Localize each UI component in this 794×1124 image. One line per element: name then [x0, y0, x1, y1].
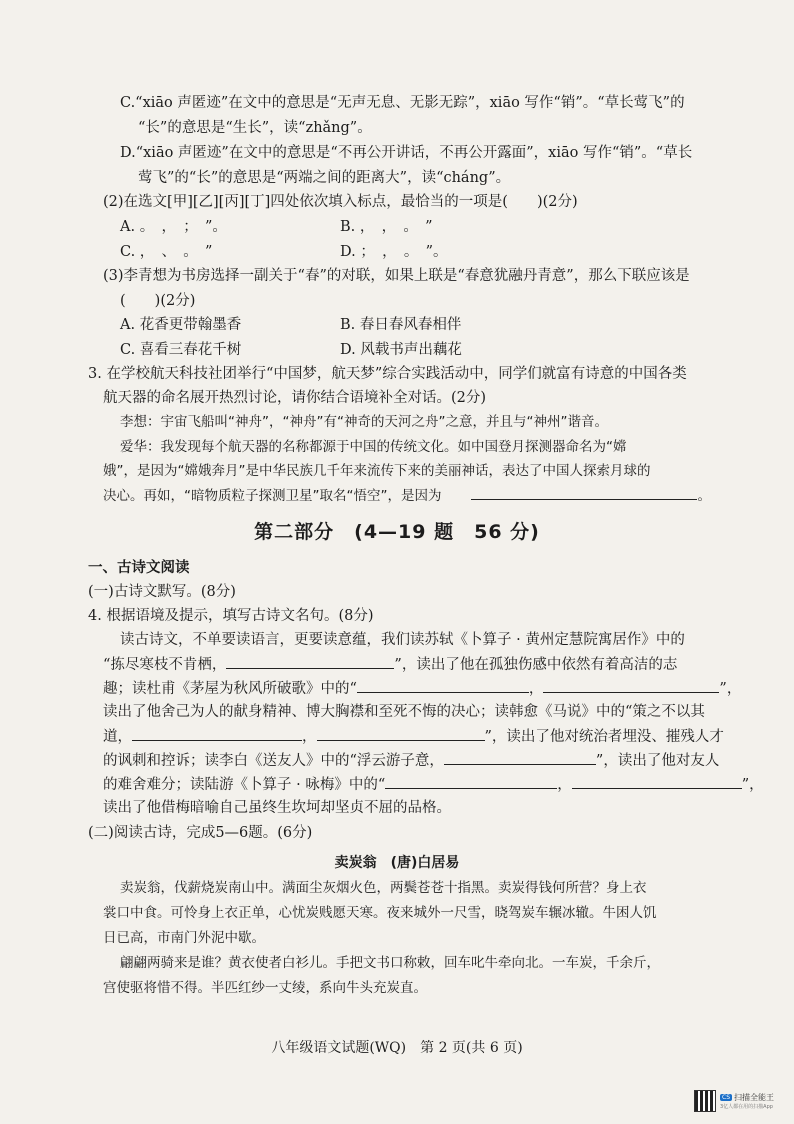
q4-blank-4[interactable]: [132, 726, 302, 741]
q4-text-f: 道，: [103, 729, 132, 745]
scanner-watermark: [694, 1090, 784, 1112]
q3-end-period: 。: [697, 488, 711, 504]
q2-2-option-b: B. ， ， 。 ”: [340, 219, 433, 235]
page-footer: 八年级语文试题(WQ) 第 2 页(共 6 页): [271, 1040, 523, 1056]
q4-text-m: ”，: [741, 777, 764, 793]
q2-3-option-d: D. 风载书声出藕花: [340, 342, 462, 358]
q4-para-line7: [103, 774, 764, 795]
q2-2-option-a: A. 。 ， ； ”。: [120, 219, 227, 235]
q4-para-line3: [103, 678, 741, 699]
q4-text-e: ”，: [719, 681, 742, 697]
q3-stem-line1: 3. 在学校航天科技社团举行“中国梦，航天梦”综合实践活动中，同学们就富有诗意的中国各类: [88, 366, 687, 382]
part2-title: 第二部分 (4—19 题 56 分): [254, 521, 540, 543]
q3-stem-line2: 航天器的命名展开热烈讨论，请你结合语境补全对话。(2分): [103, 390, 487, 406]
scanner-brand: 扫描全能王: [734, 1093, 774, 1102]
option-c-line2: “长”的意思是“生长”，读“zhǎng”。: [138, 120, 372, 136]
q4-text-c: 趣；读杜甫《茅屋为秋风所破歌》中的“: [103, 681, 357, 697]
q4-para-line1: 读古诗文，不单要读语言，更要读意蕴，我们读苏轼《卜算子 · 黄州定慧院寓居作》中的: [120, 632, 685, 648]
q4-blank-6[interactable]: [444, 750, 596, 765]
option-d-line2: 莺飞”的“长”的意思是“两端之间的距离大”，读“cháng”。: [138, 170, 511, 186]
q3-dialogue-aihua-1: 爱华：我发现每个航天器的名称都源于中国的传统文化。如中国登月探测器命名为“嫦: [120, 439, 627, 455]
q4-para-line8: 读出了他借梅暗喻自己虽终生坎坷却坚贞不屈的品格。: [103, 800, 451, 816]
q4-stem: 4. 根据语境及提示，填写古诗文名句。(8分): [88, 608, 374, 624]
poem-title: 卖炭翁 (唐)白居易: [334, 855, 460, 871]
poem-line2: 裳口中食。可怜身上衣正单，心忧炭贱愿天寒。夜来城外一尺雪，晓驾炭车辗冰辙。牛困人饥: [103, 905, 657, 921]
q2-3-stem: (3)李青想为书房选择一副关于“春”的对联，如果上联是“春意犹融丹青意”，那么下联应该是: [103, 268, 690, 284]
q3-dialogue-text: 决心。再如，“暗物质粒子探测卫星”取名“悟空”，是因为: [103, 488, 442, 504]
q4-para-line5: [103, 726, 724, 747]
q4-blank-1[interactable]: [226, 654, 394, 669]
q2-3-option-c: C. 喜看三春花千树: [120, 342, 242, 358]
q2-2-stem: (2)在选文[甲][乙][丙][丁]四处依次填入标点，最恰当的一项是( )(2分): [103, 194, 578, 210]
q2-3-answer-paren: ( )(2分): [120, 293, 196, 309]
q2-2-option-d: D. ； ， 。 ”。: [340, 244, 448, 260]
poem-line3: 日已高，市南门外泥中歇。: [103, 930, 265, 946]
qr-code-icon: [694, 1090, 716, 1112]
q2-3-option-a: A. 花香更带翰墨香: [120, 317, 242, 333]
q2-2-option-c: C. ， 、 。 ”: [120, 244, 213, 260]
camscanner-logo-icon: CS: [722, 1094, 730, 1101]
q4-blank-2[interactable]: [357, 678, 529, 693]
subsection1-heading: (一)古诗文默写。(8分): [88, 584, 236, 600]
q4-text-h: ”，读出了他对统治者埋没、摧残人才: [484, 729, 724, 745]
q3-dialogue-aihua-3: [103, 485, 711, 506]
scanner-badge: [720, 1092, 774, 1110]
q4-text-g: ，: [302, 729, 317, 745]
q4-para-line4: 读出了他舍己为人的献身精神、博大胸襟和至死不悔的决心；读韩愈《马说》中的“策之不以其: [103, 704, 705, 720]
poem-line5: 宫使驱将惜不得。半匹红纱一丈绫，系向牛头充炭直。: [103, 980, 427, 996]
q4-text-b: ”，读出了他在孤独伤感中依然有着高洁的志: [394, 657, 678, 673]
q4-text-l: ，: [557, 777, 572, 793]
q4-para-line6: [103, 750, 719, 771]
q4-para-line2: [103, 654, 677, 675]
q4-text-i: 的讽刺和控诉；读李白《送友人》中的“浮云游子意，: [103, 753, 444, 769]
poem-line4: 翩翩两骑来是谁？黄衣使者白衫儿。手把文书口称敕，回车叱牛牵向北。一车炭，千余斤，: [120, 955, 660, 971]
q3-dialogue-aihua-2: 娥”，是因为“嫦娥奔月”是中华民族几千年来流传下来的美丽神话，表达了中国人探索月球的: [103, 463, 651, 479]
q4-blank-7[interactable]: [385, 774, 557, 789]
q3-answer-blank[interactable]: [471, 485, 697, 500]
q4-text-j: ”，读出了他对友人: [595, 753, 720, 769]
q2-3-option-b: B. 春日春风春相伴: [340, 317, 462, 333]
q4-blank-5[interactable]: [317, 726, 485, 741]
section1-heading: 一、古诗文阅读: [88, 560, 190, 576]
q3-dialogue-lixiang: 李想：宇宙飞船叫“神舟”，“神舟”有“神奇的天河之舟”之意，并且与“神州”谐音。: [120, 414, 608, 430]
option-c-line1: C.“xiāo 声匿迹”在文中的意思是“无声无息、无影无踪”，xiāo 写作“销”。“草长莺飞”的: [120, 95, 685, 111]
option-d-line1: D.“xiāo 声匿迹”在文中的意思是“不再公开讲话，不再公开露面”，xiāo 写作“销”。“草长: [120, 145, 693, 161]
scanner-subtitle: 3亿人都在用的扫描App: [720, 1104, 773, 1110]
poem-line1: 卖炭翁，伐薪烧炭南山中。满面尘灰烟火色，两鬓苍苍十指黑。卖炭得钱何所营？身上衣: [120, 880, 647, 896]
q4-text-k: 的难舍难分；读陆游《卜算子 · 咏梅》中的“: [103, 777, 386, 793]
q4-blank-8[interactable]: [572, 774, 742, 789]
q4-blank-3[interactable]: [543, 678, 719, 693]
q4-text-d: ，: [528, 681, 544, 697]
q4-text-a: “拣尽寒枝不肯栖，: [103, 657, 227, 673]
subsection2-heading: (二)阅读古诗，完成5—6题。(6分): [88, 825, 313, 841]
